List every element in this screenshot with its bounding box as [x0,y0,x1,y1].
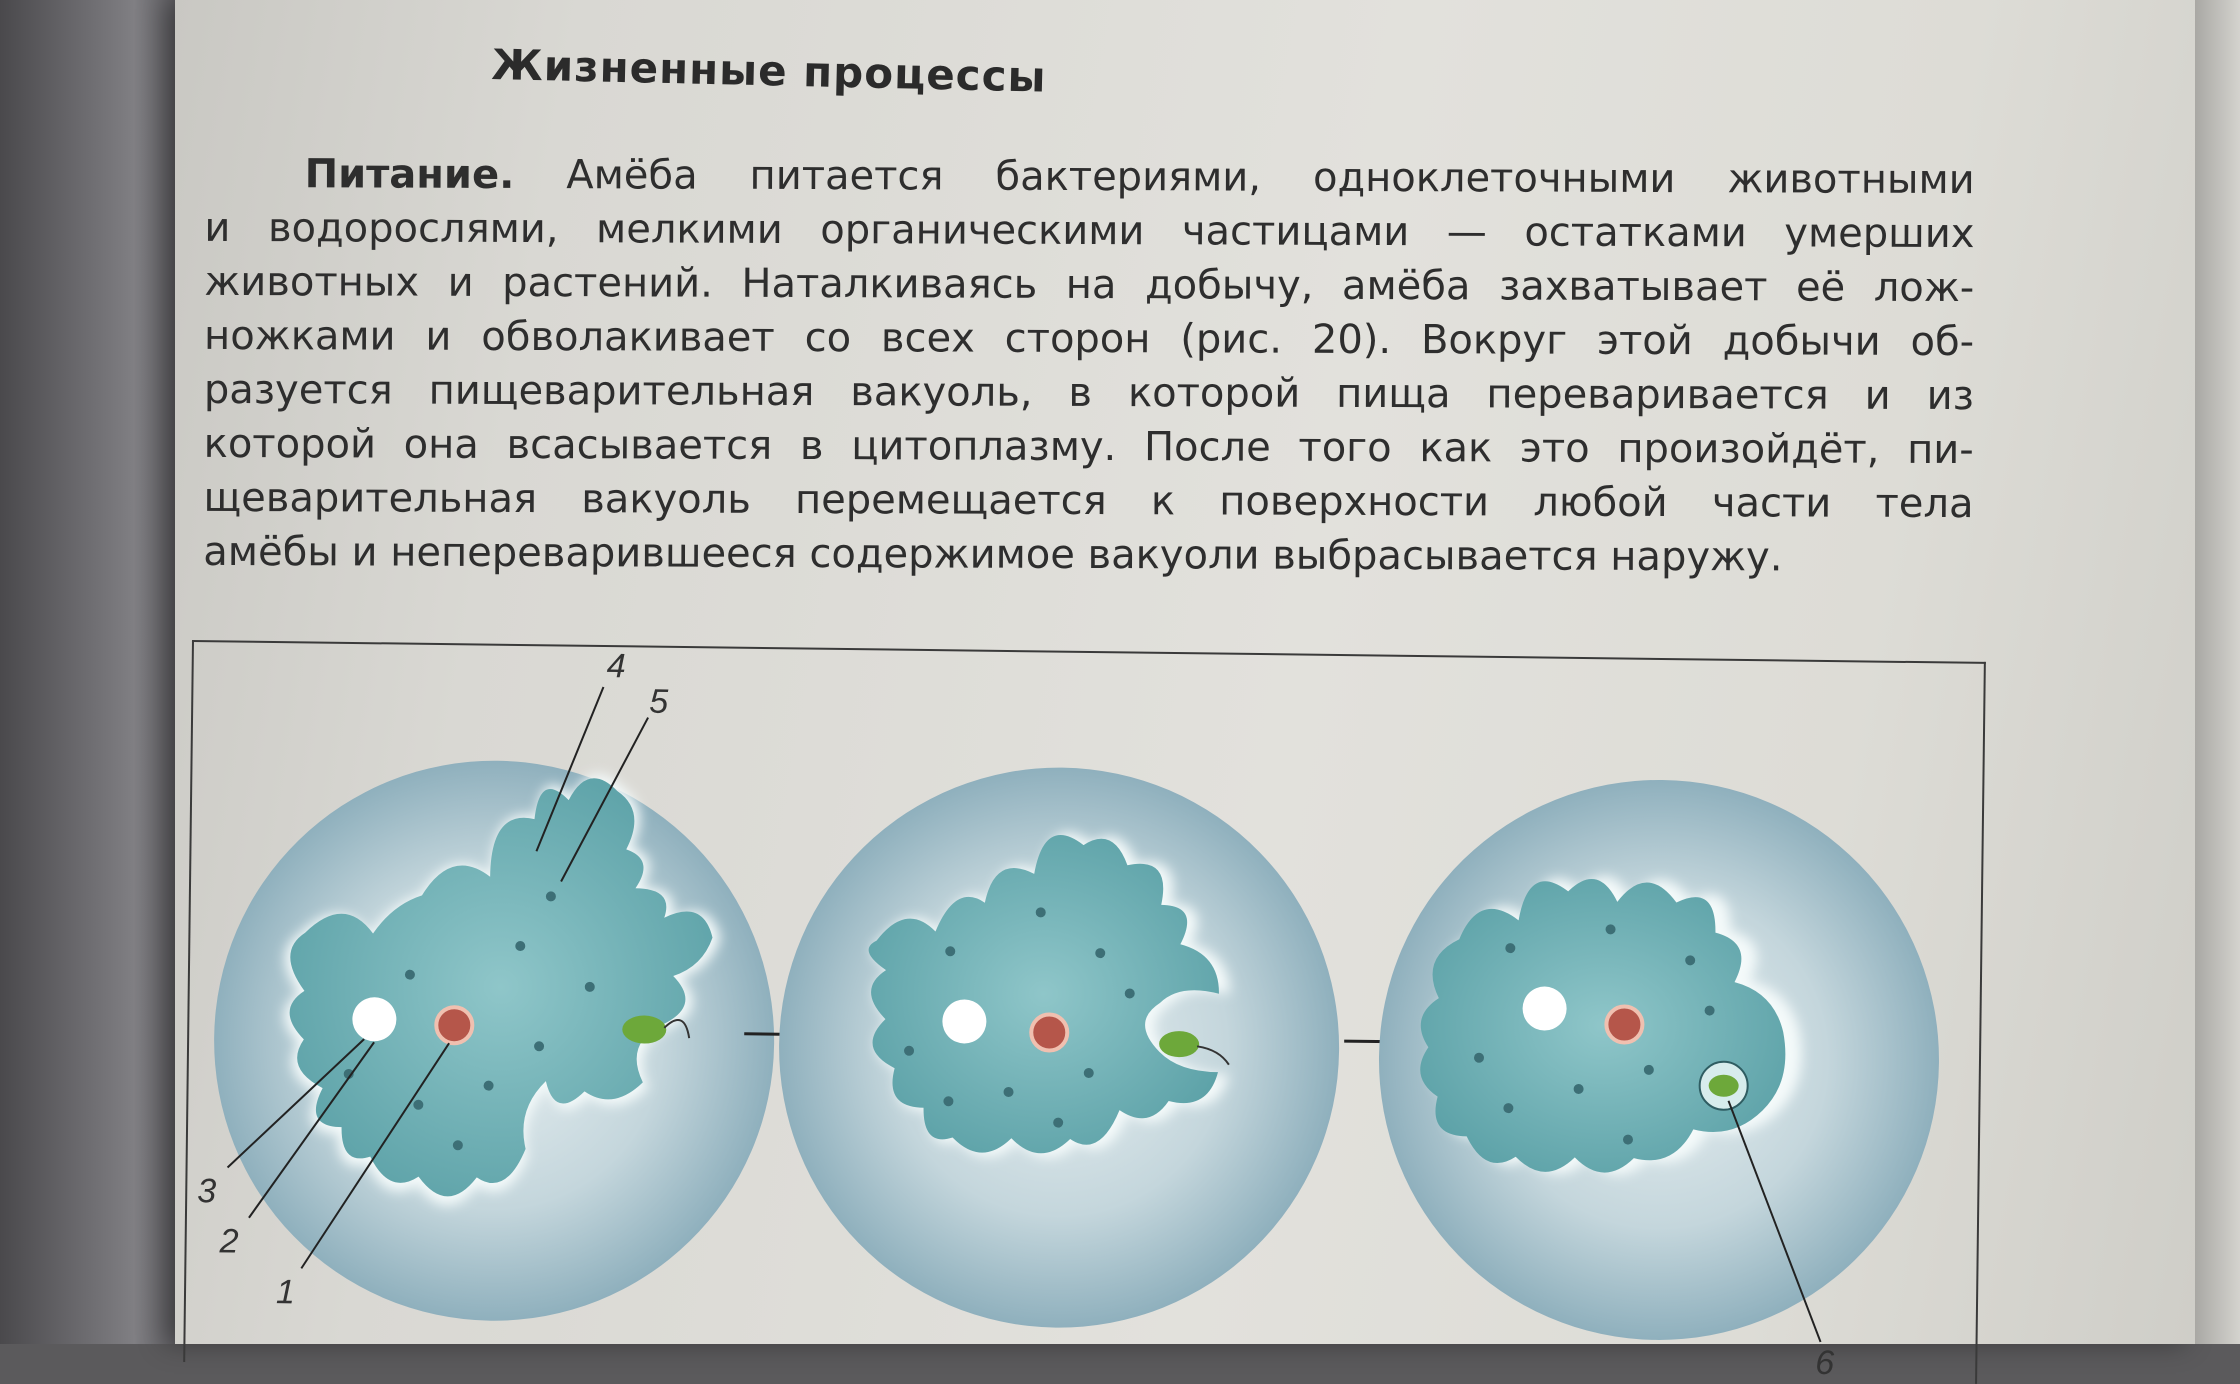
nucleus [436,1007,472,1043]
paragraph-line: ножками и обволакивает со всех сторон (рис. 20). Вокруг этой добычи об- [204,312,1975,366]
amoeba-illustration [185,642,1984,1384]
page-edge [2195,0,2240,1344]
paragraph-line: амёбы и непереварившееся содержимое вакуоли выбрасывается наружу. [203,528,1783,581]
amoeba-figure [183,640,1986,1384]
nucleus [1606,1006,1642,1042]
stage-1 [211,757,778,1324]
paragraph-line: животных и растений. Наталкиваясь на добычу, амёба захватывает её лож- [204,258,1975,312]
stage-2 [776,764,1343,1331]
paragraph-line: Питание. Амёба питается бактериями, одноклеточными животными [304,151,1975,204]
paragraph-line: щеварительная вакуоль перемещается к поверхности любой части тела [203,474,1974,528]
label-5: 5 [649,682,669,721]
label-4: 4 [606,647,626,686]
label-6: 6 [1815,1343,1835,1383]
label-1: 1 [275,1273,296,1312]
label-3: 3 [197,1172,217,1211]
paragraph-line: и водорослями, мелкими органическими частицами — остатками умерших [204,204,1975,258]
nutrition-paragraph [203,147,1984,585]
nucleus [1031,1014,1067,1050]
label-2: 2 [219,1222,239,1261]
stage-3 [1376,777,1943,1344]
paragraph-line: которой она всасывается в цитоплазму. После того как это произойдёт, пи- [203,420,1974,474]
paragraph-line: разуется пищеварительная вакуоль, в которой пища переваривается и из [203,366,1974,420]
section-heading: Жизненные процессы [490,40,1048,102]
paragraph-lead: Питание. [304,151,515,198]
